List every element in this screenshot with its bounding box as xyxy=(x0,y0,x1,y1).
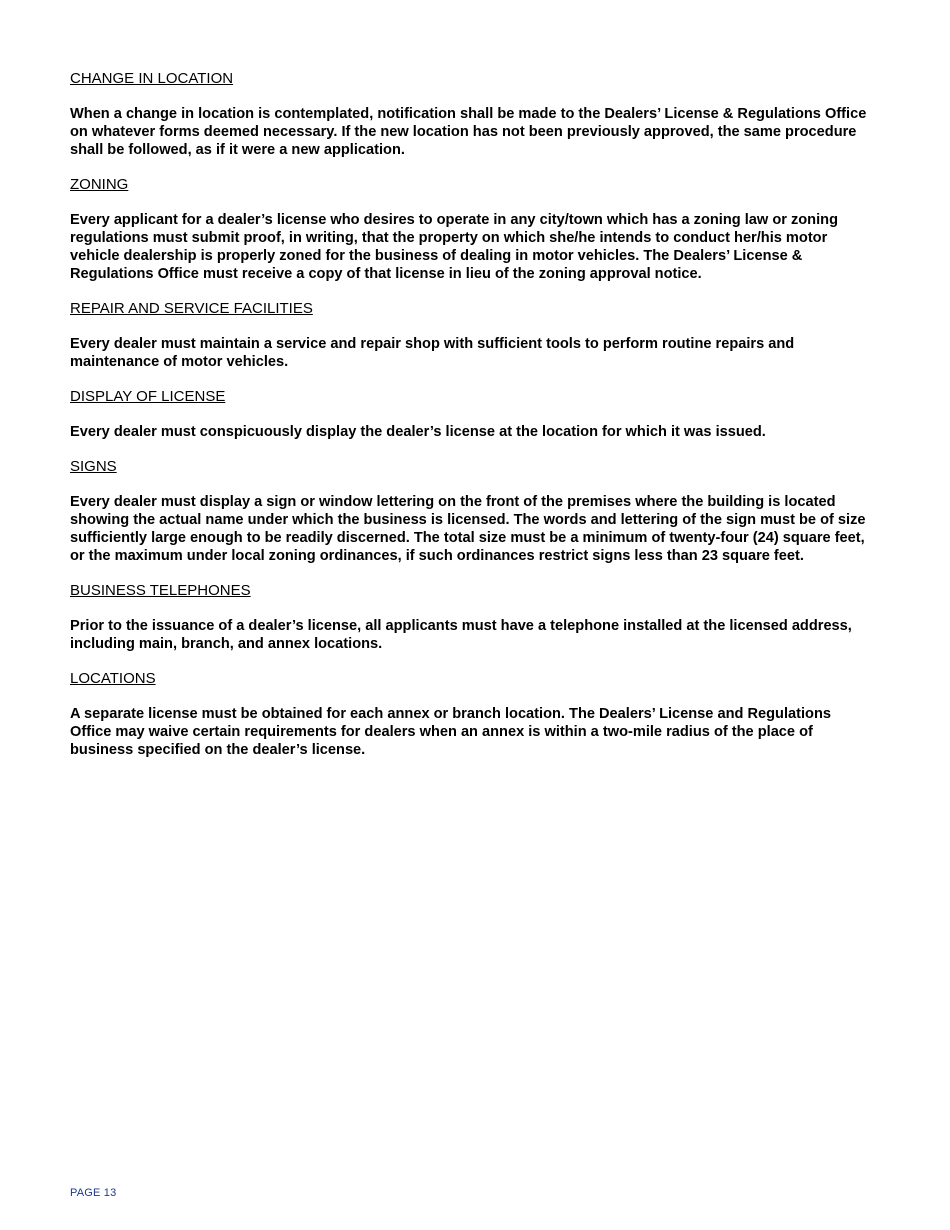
section-repair-and-service-facilities xyxy=(70,300,870,371)
section-body: A separate license must be obtained for each annex or branch location. The Dealers’ License and Regulations Office may waive certain requirements for dealers when an annex is within a two-mile radius of the place of business specified on the dealer’s license. xyxy=(70,706,831,758)
section-change-in-location xyxy=(70,70,870,159)
section-locations xyxy=(70,670,870,759)
section-heading: ZONING xyxy=(70,176,129,193)
section-heading: BUSINESS TELEPHONES xyxy=(70,582,251,599)
section-business-telephones xyxy=(70,582,870,653)
section-signs xyxy=(70,458,870,565)
section-heading: CHANGE IN LOCATION xyxy=(70,70,234,87)
section-display-of-license xyxy=(70,388,870,441)
section-body: Every dealer must maintain a service and repair shop with sufficient tools to perform routine repairs and maintenance of motor vehicles. xyxy=(70,336,795,370)
section-body: Every applicant for a dealer’s license who desires to operate in any city/town which has a zoning law or zoning regulations must submit proof, in writing, that the property on which she/he intends to conduct her/his motor vehicle dealership is properly zoned for the business of dealing in motor vehicles. The Dealers’ License & Regulations Office must receive a copy of that license in lieu of the zoning approval notice. xyxy=(70,212,838,282)
section-heading: DISPLAY OF LICENSE xyxy=(70,388,226,405)
section-heading: SIGNS xyxy=(70,458,117,475)
section-body: When a change in location is contemplated, notification shall be made to the Dealers’ License & Regulations Office on whatever forms deemed necessary. If the new location has not been previously approved, the same procedure shall be followed, as if it were a new application. xyxy=(70,106,867,158)
section-body: Every dealer must display a sign or window lettering on the front of the premises where the building is located showing the actual name under which the business is licensed. The words and lettering of the sign must be of size sufficiently large enough to be readily discerned. The total size must be a minimum of twenty-four (24) square feet, or the maximum under local zoning ordinances, if such ordinances restrict signs less than 23 square feet. xyxy=(70,494,866,564)
page-number: PAGE 13 xyxy=(70,1187,117,1199)
document-page xyxy=(70,70,870,776)
section-heading: REPAIR AND SERVICE FACILITIES xyxy=(70,300,313,317)
section-zoning xyxy=(70,176,870,283)
section-body: Every dealer must conspicuously display the dealer’s license at the location for which it was issued. xyxy=(70,424,766,440)
section-body: Prior to the issuance of a dealer’s license, all applicants must have a telephone installed at the licensed address, including main, branch, and annex locations. xyxy=(70,618,852,652)
section-heading: LOCATIONS xyxy=(70,670,156,687)
